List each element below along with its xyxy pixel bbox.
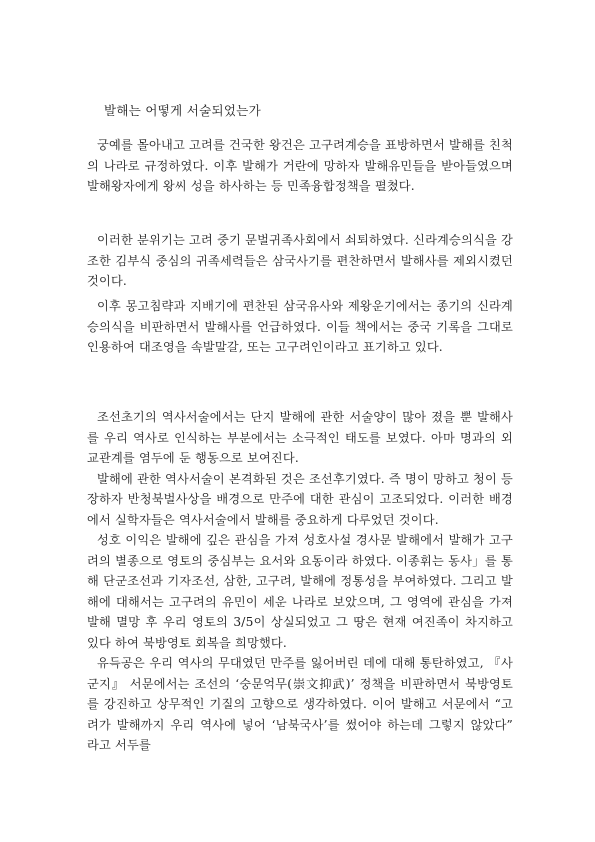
paragraph-yu-deuk-gong: 유득공은 우리 역사의 무대였던 만주를 잃어버린 데에 대해 통탄하였고, 『사군지』 서문에서는 조선의 ‘숭문억무(崇文抑武)’ 정책을 비판하면서 북방영토를 강진하고 상무적인 기질의 고향으로 생각하였다. 이어 발해고 서문에서 “고려가 발해까지 우리 역사에 넣어 ‘남북국사’를 썼어야 하는데 그렇지 않았다” 라고 서두를 (87, 656, 513, 752)
paragraph-goryeo-founding: 궁예를 몰아내고 고려를 건국한 왕건은 고구려계승을 표방하면서 발해를 친척의 나라로 규정하였다. 이후 발해가 거란에 망하자 발해유민들을 받아들였으며 발해왕자에게 왕씨 성을 하사하는 등 민족융합정책을 펼쳤다. (87, 138, 513, 193)
paragraph-late-joseon: 발해에 관한 역사서술이 본격화된 것은 조선후기였다. 즉 명이 망하고 청이 등장하자 반청북벌사상을 배경으로 만주에 대한 관심이 고조되었다. 이러한 배경에서 실학자들은 역사서술에서 발해를 중요하게 다루었던 것이다. (87, 471, 513, 527)
paragraph-early-joseon: 조선초기의 역사서술에서는 단지 발해에 관한 서술양이 많아 졌을 뿐 발해사를 우리 역사로 인식하는 부분에서는 소극적인 태도를 보였다. 아마 명과의 외교관계를 염두에 둔 행동으로 보여진다. (87, 410, 513, 465)
joseon-section (87, 407, 513, 756)
paragraph-mongol-period: 이후 몽고침략과 지배기에 편찬된 삼국유사와 제왕운기에서는 종기의 신라계승의식을 비판하면서 발해사를 언급하였다. 이들 책에서는 중국 기록을 그대로 인용하여 대조영을 속발말갈, 또는 고구려인이라고 표기하고 있다. (87, 299, 513, 354)
document-title: 발해는 어떻게 서술되었는가 (104, 103, 262, 118)
paragraph-mid-goryeo: 이러한 분위기는 고려 중기 문벌귀족사회에서 쇠퇴하였다. 신라계승의식을 강조한 김부식 중심의 귀족세력들은 삼국사기를 편찬하면서 발해사를 제외시켰던 것이다. (87, 233, 513, 288)
paragraph-yi-ik: 성호 이익은 발해에 깊은 관심을 가져 성호사설 경사문 발해에서 발해가 고구려의 별종으로 영토의 중심부는 요서와 요동이라 하였다. 이종휘는 동사」를 통해 단군조선과 기자조선, 삼한, 고구려, 발해에 정통성을 부여하였다. 그리고 발해에 대해서는 고구려의 유민이 세운 나라로 보았으며, 그 영역에 관심을 가져 발해 멸망 후 우리 영토의 3/5이 상실되었고 그 땅은 현재 여진족이 차지하고 있다 하여 북방영토 회복을 희망했다. (87, 533, 513, 650)
